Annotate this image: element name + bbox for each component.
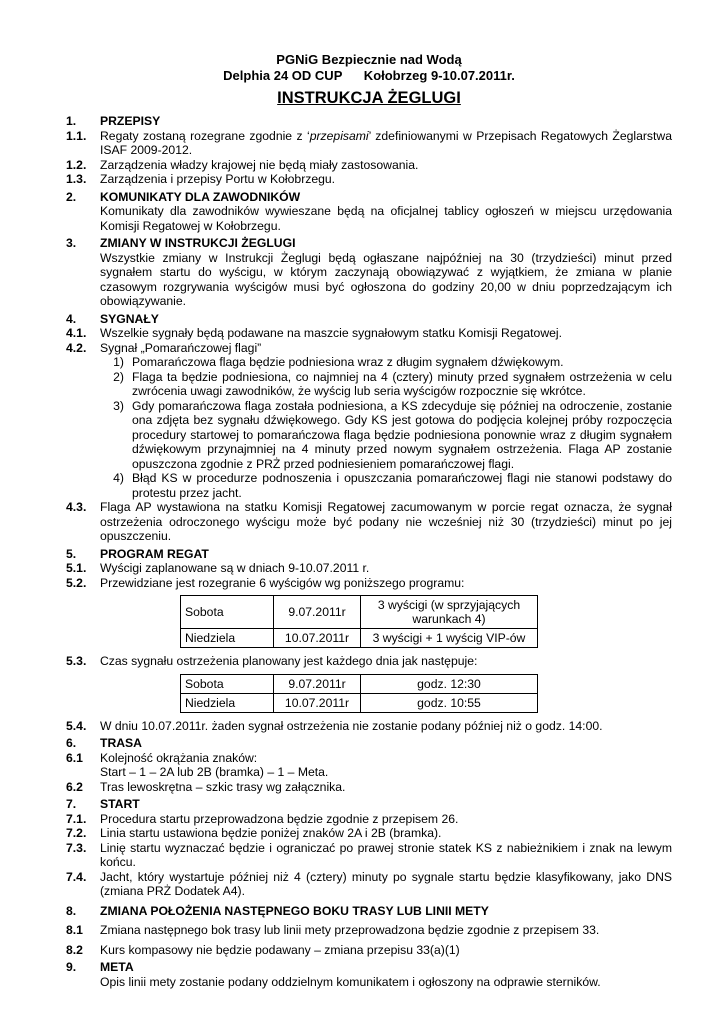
section-5-heading xyxy=(66,547,672,562)
item-6-2 xyxy=(66,780,672,795)
section-text: Komunikaty dla zawodników wywieszane będą na oficjalnej tablicy ogłoszeń w miejscu urzędowania Komisji Regatowej w Kołobrzegu. xyxy=(100,204,672,233)
item-4-3 xyxy=(66,500,672,544)
section-title: PROGRAM REGAT xyxy=(100,546,209,561)
item-number: 6.1 xyxy=(66,750,83,765)
item-7-4 xyxy=(66,870,672,899)
table-row: Niedziela 10.07.2011r 3 wyścigi + 1 wyścig VIP-ów xyxy=(181,629,538,648)
section-3-heading xyxy=(66,236,672,251)
section-7-heading xyxy=(66,797,672,812)
document-page xyxy=(66,52,672,989)
item-8-1 xyxy=(66,923,672,938)
item-text: Sygnał „Pomarańczowej flagi” xyxy=(100,340,262,355)
section-9-body xyxy=(66,975,672,990)
route-text: Start – 1 – 2A lub 2B (bramka) – 1 – Meta. xyxy=(100,765,329,779)
item-5-2 xyxy=(66,576,672,591)
section-title: TRASA xyxy=(100,736,142,750)
item-number: 8.1 xyxy=(66,923,83,937)
item-4-2 xyxy=(66,341,672,356)
item-number: 7.3. xyxy=(66,840,87,855)
section-8-heading xyxy=(66,904,672,919)
item-number: 7.4. xyxy=(66,869,87,884)
item-text: Linię startu wyznaczać będzie i ograniczać po prawej stronie statek KS z nabieżnikiem i znak na lewym końcu. xyxy=(100,840,672,869)
item-text: Zarządzenia władzy krajowej nie będą miały zastosowania. xyxy=(100,157,419,172)
item-text: Tras lewoskrętna – szkic trasy wg załącznika. xyxy=(100,779,346,794)
warning-signal-table xyxy=(180,674,538,713)
item-number: 7.2. xyxy=(66,826,87,840)
item-1-3 xyxy=(66,172,672,187)
section-title: META xyxy=(100,960,134,974)
item-6-1 xyxy=(66,751,672,766)
header-line-1: PGNiG Bezpiecznie nad Wodą xyxy=(276,52,462,67)
section-number: 5. xyxy=(66,546,77,561)
race-schedule-table xyxy=(180,595,538,648)
section-title: KOMUNIKATY DLA ZAWODNIKÓW xyxy=(100,189,301,204)
item-number: 1.2. xyxy=(66,157,87,172)
item-5-3 xyxy=(66,654,672,669)
item-text: Przewidziane jest rozegranie 6 wyścigów wg poniższego programu: xyxy=(100,575,465,590)
section-1-heading xyxy=(66,114,672,129)
section-number: 7. xyxy=(66,797,77,811)
document-title: INSTRUKCJA ŻEGLUGI xyxy=(277,89,461,107)
item-text: Flaga AP wystawiona na statku Komisji Regatowej zacumowanym w porcie regat oznacza, że sygnał ostrzeżenia odroczonego wyścigu może być podany nie wcześniej niż 30 (trzydzieści) minut po jej opuszczeniu. xyxy=(100,500,672,543)
section-title: START xyxy=(100,797,140,811)
list-item: 4) Błąd KS w procedurze podnoszenia i opuszczania pomarańczowej flagi nie stanowi podstawy do protestu przez jacht. xyxy=(113,471,672,500)
section-9-heading xyxy=(66,960,672,975)
header-line-2: Delphia 24 OD CUP Kołobrzeg 9-10.07.2011r. xyxy=(223,68,515,83)
section-number: 9. xyxy=(66,960,77,974)
item-text: Kurs kompasowy nie będzie podawany – zmiana przepisu 33(a)(1) xyxy=(100,942,460,957)
section-4-heading xyxy=(66,312,672,327)
section-2-heading xyxy=(66,190,672,205)
flag-rules-list xyxy=(66,355,672,500)
table-row: Sobota 9.07.2011r 3 wyścigi (w sprzyjających warunkach 4) xyxy=(181,596,538,629)
item-number: 4.1. xyxy=(66,326,87,340)
item-text: Jacht, który wystartuje później niż 4 (cztery) minuty po sygnale startu będzie klasyfikowany, jako DNS (zmiana PRŻ Dodatek A4). xyxy=(100,869,672,898)
list-item: 3) Gdy pomarańczowa flaga została podniesiona, a KS zdecyduje się później na odroczenie, zostanie ona zdjęta bez sygnału dźwiękowego. Gdy KS jest gotowa do podjęcia kolejnej próby rozpoczęcia procedury startowej to pomarańczowa flaga będzie podniesiona ponownie wraz z długim sygnałem dźwiękowym przynajmniej na 4 minuty przed nowym sygnałem ostrzeżenia. Flaga AP zostanie opuszczona zgodnie z PRŻ przed podniesieniem pomarańczowej flagi. xyxy=(113,398,672,471)
section-title: PRZEPISY xyxy=(100,114,161,128)
item-6-1-route xyxy=(66,765,672,780)
item-text: Zmiana następnego bok trasy lub linii mety przeprowadzona będzie zgodnie z przepisem 33. xyxy=(100,923,600,937)
section-number: 8. xyxy=(66,903,77,918)
section-number: 1. xyxy=(66,114,77,128)
item-8-2 xyxy=(66,943,672,958)
item-7-3 xyxy=(66,841,672,870)
item-number: 6.2 xyxy=(66,779,83,794)
item-number: 5.1. xyxy=(66,561,87,575)
item-number: 8.2 xyxy=(66,942,83,957)
section-title: SYGNAŁY xyxy=(100,311,159,326)
item-text: Wszelkie sygnały będą podawane na maszcie sygnałowym statku Komisji Regatowej. xyxy=(100,326,562,340)
item-1-2 xyxy=(66,158,672,173)
section-number: 6. xyxy=(66,736,77,750)
item-5-1 xyxy=(66,561,672,576)
item-number: 7.1. xyxy=(66,811,87,826)
item-5-4 xyxy=(66,719,672,734)
item-text: W dniu 10.07.2011r. żaden sygnał ostrzeżenia nie zostanie podany później niż o godz. 14:00. xyxy=(100,718,603,733)
list-item: 1) Pomarańczowa flaga będzie podniesiona wraz z długim sygnałem dźwiękowym. xyxy=(113,355,564,369)
item-number: 5.4. xyxy=(66,718,87,733)
item-text: Zarządzenia i przepisy Portu w Kołobrzegu. xyxy=(100,172,336,186)
item-4-1 xyxy=(66,326,672,341)
section-number: 4. xyxy=(66,311,77,326)
item-7-2 xyxy=(66,826,672,841)
item-number: 1.3. xyxy=(66,172,87,186)
item-7-1 xyxy=(66,812,672,827)
item-number: 4.2. xyxy=(66,340,87,355)
section-text: Wszystkie zmiany w Instrukcji Żeglugi będą ogłaszane najpóźniej na 30 (trzydzieści) minut przed sygnałem startu do wyścigu, w którym zaczynają obowiązywać z wyjątkiem, że zmiana w planie czasowym rozgrywania wyścigów musi być ogłoszona do godziny 20,00 w dniu poprzedzającym ich obowiązywanie. xyxy=(100,250,672,308)
item-text: Kolejność okrążania znaków: xyxy=(100,750,258,765)
section-title: ZMIANA POŁOŻENIA NASTĘPNEGO BOKU TRASY LUB LINII METY xyxy=(100,903,489,918)
section-3-body xyxy=(66,251,672,309)
section-number: 2. xyxy=(66,189,77,204)
item-text: Wyścigi zaplanowane są w dniach 9-10.07.2011 r. xyxy=(100,561,370,575)
section-title: ZMIANY W INSTRUKCJI ŻEGLUGI xyxy=(100,236,296,250)
section-2-body xyxy=(66,204,672,233)
item-text: Linia startu ustawiona będzie poniżej znaków 2A i 2B (bramka). xyxy=(100,826,442,840)
table-row: Sobota 9.07.2011r godz. 12:30 xyxy=(181,674,538,693)
item-number: 5.2. xyxy=(66,575,87,590)
item-number: 1.1. xyxy=(66,128,87,143)
item-text: Czas sygnału ostrzeżenia planowany jest każdego dnia jak następuje: xyxy=(100,654,478,668)
item-number: 5.3. xyxy=(66,654,87,668)
section-text: Opis linii mety zostanie podany oddzielnym komunikatem i ogłoszony na odprawie sterników. xyxy=(100,974,601,989)
item-text: Regaty zostaną rozegrane zgodnie z ‘przepisami’ zdefiniowanymi w Przepisach Regatowych Żeglarstwa ISAF 2009-2012. xyxy=(100,128,672,157)
table-row: Niedziela 10.07.2011r godz. 10:55 xyxy=(181,693,538,712)
list-item: 2) Flaga ta będzie podniesiona, co najmniej na 4 (cztery) minuty przed sygnałem ostrzeżenia w celu zwrócenia uwagi zawodników, że wyścig lub seria wyścigów rozpocznie się wkrótce. xyxy=(113,369,672,398)
item-text: Procedura startu przeprowadzona będzie zgodnie z przepisem 26. xyxy=(100,811,459,826)
item-number: 4.3. xyxy=(66,500,87,514)
section-6-heading xyxy=(66,736,672,751)
item-1-1 xyxy=(66,129,672,158)
section-number: 3. xyxy=(66,236,77,250)
